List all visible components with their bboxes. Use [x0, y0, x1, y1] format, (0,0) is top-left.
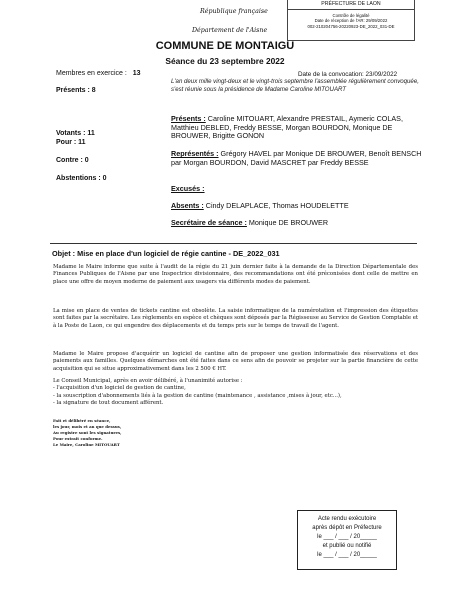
paragraph: La mise en place de ventes de tickets cantine est obsolète. La saisie informatique de la numérotation et l'impression des étiquettes sont faites par la secrétaire. Les règlements en espèce et chèques sont déposés par la Régisseuse au Service de Gestion Comptable et à la Poste de Laon, ce qui engendre des déplacements et du temps pris sur le temps de travail de l'agent.	[53, 308, 418, 329]
abstentions-count: Abstentions : 0	[56, 175, 107, 182]
closing-line: Fait et délibéré en séance,	[53, 418, 111, 423]
seance-date: Séance du 23 septembre 2022	[165, 56, 285, 66]
acte-line: après dépôt en Préfecture	[312, 525, 382, 531]
closing-line: Pour extrait conforme.	[53, 436, 103, 441]
stamp-line: 002-210204756-20220923-DE_2022_031-DE	[307, 23, 395, 29]
decision-block	[53, 378, 418, 407]
excuses-label: Excusés :	[171, 184, 205, 193]
representes-label: Représentés :	[171, 149, 219, 158]
secretaire-text: Monique DE BROUWER	[248, 218, 329, 227]
membres-value: 13	[132, 70, 141, 77]
presents-block	[171, 115, 429, 141]
closing-block	[53, 418, 122, 448]
presents-count: Présents : 8	[56, 87, 96, 94]
presents-label: Présents :	[171, 114, 206, 123]
secretaire-label: Secrétaire de séance :	[171, 218, 247, 227]
contre-count: Contre : 0	[56, 157, 89, 164]
secretaire-block	[171, 219, 429, 228]
membres-label: Membres en exercice :	[56, 70, 127, 77]
acte-executoire-box	[297, 510, 397, 570]
departement-label: Département de l'Aisne	[192, 27, 268, 34]
absents-label: Absents :	[171, 201, 204, 210]
closing-line: Le Maire, Caroline MITOUART	[53, 442, 120, 447]
paragraph: Madame le Maire informe que suite à l'audit de la régie du 21 juin dernier faite à la demande de la Direction Départementale des Finances Publiques de l'Aisne par une Inspectrice divisionnaire, des recommandations ont été préconisées dont celle de mettre en place une offre de moyen moderne de paiement aux usagers via différents modes de paiement.	[53, 264, 418, 285]
presents-text: Caroline MITOUART, Alexandre PRESTAIL, Aymeric COLAS, Matthieu DEBLED, Freddy BESSE, Morgan BOURDON, Monique DE BROUWER, Brigitte GONON	[171, 114, 403, 141]
republique-label: République française	[200, 8, 268, 15]
commune-title: COMMUNE DE MONTAIGU	[155, 40, 295, 52]
pour-count: Pour : 11	[56, 139, 86, 146]
stamp-line: Date de réception de l'AR: 29/09/2022	[314, 18, 388, 24]
stamp-line: Contrôle de légalité	[332, 13, 370, 18]
decision-item: - la souscription d'abonnements liés à la gestion de cantine (maintenance , assistance ,mises à jour, etc...),	[53, 392, 342, 399]
acte-line: et publié ou notifié	[322, 543, 372, 549]
representes-block	[171, 150, 429, 167]
representes-text: Grégory HAVEL par Monique DE BROUWER, Benoît BENSCH par Morgan BOURDON, David MASCRET par Freddy BESSE	[171, 149, 422, 167]
closing-line: Au registre sont les signatures,	[53, 430, 122, 435]
stamp-header: PRÉFECTURE DE LAON	[288, 0, 414, 10]
acte-line: le ___ / ___ / 20_____	[317, 534, 377, 540]
absents-text: Cindy DELAPLACE, Thomas HOUDELETTE	[205, 201, 349, 210]
decision-item: - l'acquisition d'un logiciel de gestion de cantine,	[53, 385, 186, 392]
excuses-block	[171, 185, 429, 194]
section-divider	[50, 243, 417, 244]
votants-count: Votants : 11	[56, 130, 95, 137]
acte-line: Acte rendu exécutoire	[317, 516, 377, 522]
closing-line: les jour, mois et an que dessus,	[53, 424, 122, 429]
paragraph: Madame le Maire propose d'acquérir un logiciel de cantine afin de proposer une gestion informatisée des réservations et des paiements aux familles. Quelques démarches ont été faites dans ce sens afin de pouvoir se projeter sur la partie financière de cette acquisition qui se situe approximativement dans les 2 500 € HT.	[53, 351, 418, 372]
membres-row	[56, 70, 141, 77]
decision-intro: Le Conseil Municipal, après en avoir délibéré, à l'unanimité autorise :	[53, 378, 243, 384]
decision-item: - la signature de tout document afférent.	[53, 399, 164, 406]
prefecture-stamp	[287, 0, 415, 41]
acte-line: le ___ / ___ / 20_____	[317, 552, 377, 558]
convocation-date: Date de la convocation: 23/09/2022	[298, 71, 398, 78]
objet-title: Objet : Mise en place d'un logiciel de régie cantine - DE_2022_031	[52, 249, 280, 258]
intro-text: L'an deux mille vingt-deux et le vingt-trois septembre l'assemblée régulièrement convoquée, s'est réunie sous la présidence de Madame Caroline MITOUART	[171, 78, 419, 93]
absents-block	[171, 202, 429, 211]
